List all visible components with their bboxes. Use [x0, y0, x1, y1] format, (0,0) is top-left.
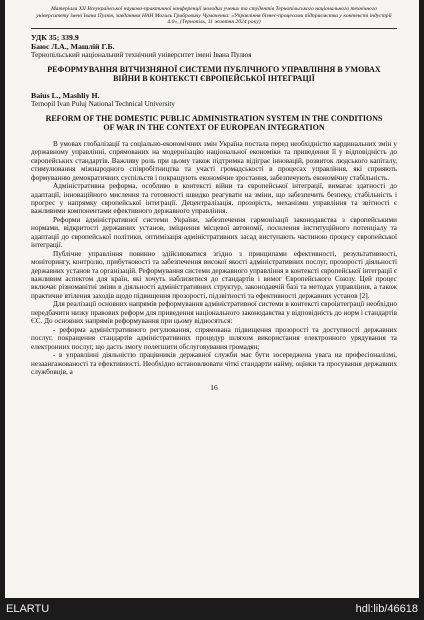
affiliation-ua: Тернопільський національний технічний університет імені Івана Пулюя	[31, 50, 252, 59]
title-en: REFORM OF THE DOMESTIC PUBLIC ADMINISTRATION SYSTEM IN THE CONDITIONS OF WAR IN THE CONTEXT OF EUROPEAN INTEGRATION	[45, 113, 383, 132]
authors-ua: Баюс Л.А., Машлій Г.Б.	[31, 41, 115, 51]
conference-header: Матеріали XII Всеукраїнської науково-практичної конференції молодих учених та студентів Тернопільського національного технічного університету імені Івана Пулюя, завданням НАН Могиль Грибровичу Чумаченка: «Управління бізнес-процесами підприємства у контексті індустрії 4.0», (Тернопіль, 11 жовтня 2024 року)	[31, 6, 397, 29]
affiliation-en: Ternopil Ivan Puluj National Technical University	[31, 99, 175, 108]
list-item-1: - реформа адміністративного регулювання, спрямована підвищення прозорості та доступності державних послуг, покращення стандартів адміністративних процедур шляхом використання електронного урядування та електронних послуг, що дасть змогу полегшити обслуговування громадян;	[31, 325, 397, 351]
paragraph-3: Реформи адміністративної системи України, забезпечення гармонізації законодавства з європейськими нормами, відкритості державних установ, зміцнення місцевої автономії, посилення інституційного потенціалу та адаптації до європейської політики, оптимізація адміністративних засад виступають частиною процесу європейської інтеграції.	[31, 215, 397, 250]
paragraph-5: Для реалізації основних напрямів реформування адміністративної системи в контексті євроінтеграції необхідно передбачити низку правових реформ для приведення національного законодавства у відповідність до норм і стандартів ЄС. До основних напрямів реформування при цьому відносяться:	[31, 300, 397, 326]
udk-code: УДК 35; 339.9	[31, 32, 79, 42]
paragraph-4: Публічне управління повинно здійснюватися згідно з принципами ефективності, результативності, моніторингу, контролю, прибутковості та забезпечення високої якості адміністративних послуг, прозорості діяльності державних установ та організацій. Реформування системи державного управління в контексті європейської інтеграції є важливим аспектом для країн, які хочуть наблизитися до стандартів і вимог Європейського Союзу. Цей процес включає різноманітні зміни в діяльності адміністративних структур, законодавчій базі та методах управління, а також практичне втілення заходів щодо підвищення прозорості, підзвітності та ефективності державних установ [2].	[31, 249, 397, 300]
repository-name: ELARTU	[6, 603, 50, 615]
document-page	[5, 0, 419, 598]
repository-footer	[0, 598, 424, 620]
title-ua: РЕФОРМУВАННЯ ВІТЧИЗНЯНОЇ СИСТЕМИ ПУБЛІЧНОГО УПРАВЛІННЯ В УМОВАХ ВІЙНИ В КОНТЕКСТІ ЄВРОПЕЙСЬКОЇ ІНТЕГРАЦІЇ	[47, 64, 381, 83]
paragraph-2: Адміністративна реформа, особливо в контексті війни та європейської інтеграції, вимагає здатності до адаптації, інноваційного мислення та готовності швидко реагувати на зміни, що забезпечить безпеку, стабільність і прогрес у напрямку європейської інтеграції. Децентралізація, прозорість, механізми управління та звітності є важливими компонентами ефективного державного управління.	[31, 182, 397, 216]
handle-identifier: hdl:lib/46618	[355, 603, 418, 615]
page-number: 16	[210, 383, 218, 393]
paragraph-1: В умовах глобалізації та соціально-економічних змін Україна постала перед необхідністю кардинальних змін у державному управлінні, спрямованих на модернізацію національної економіки та приведення її у відповідність до європейських стандартів. Важливу роль при цьому також підтримка відіграє інновацій, розвиток людського капіталу, стимулювання міжнародного співробітництва та участі громадськості в процесах управління, які сприяють формуванню демократичних суспільств і покращують економічне зростання, забезпечують економічну стабільність.	[31, 139, 397, 182]
list-item-2: - в управлінні діяльністю працівників державної служби має бути зосереджена увага на професіоналізмі, незаангажованості та ефективності. Необхідно встановлювати чіткі стандарти найму, оцінки та просування державних службовців, а	[31, 351, 397, 377]
authors-en: Baius L., Mashliy H.	[31, 90, 100, 100]
